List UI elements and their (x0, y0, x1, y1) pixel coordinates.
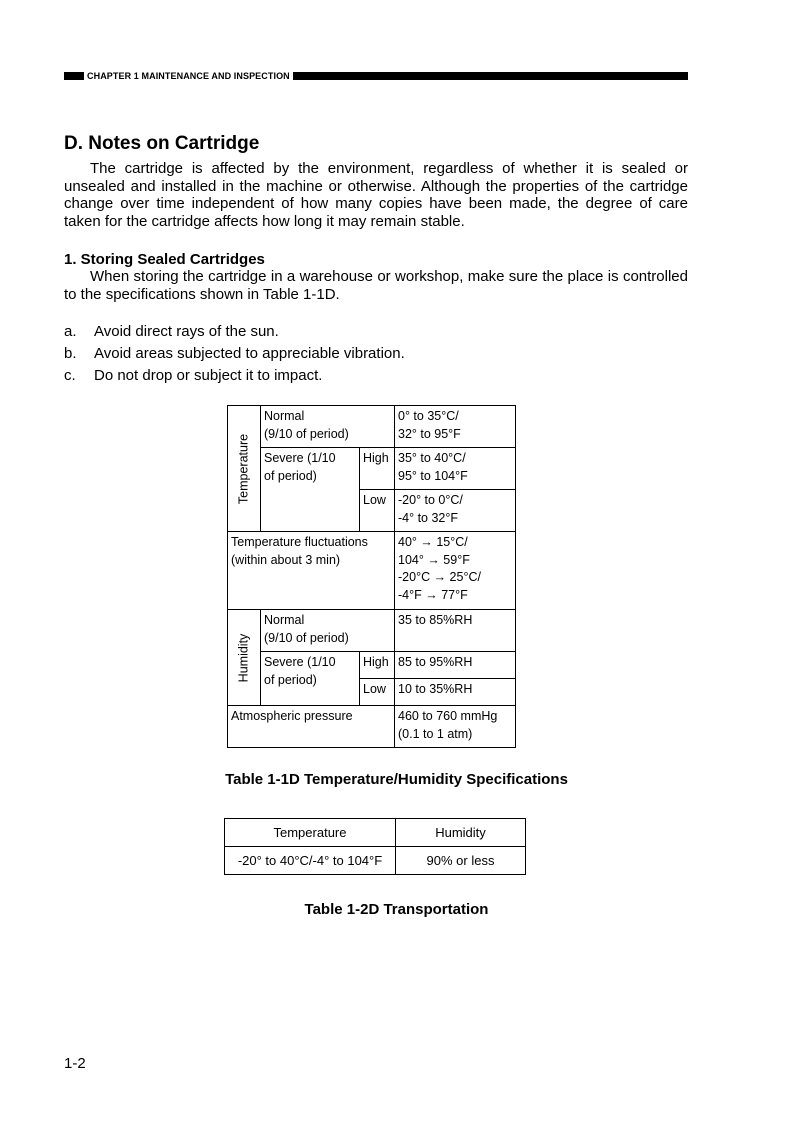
atm-value-line2: (0.1 to 1 atm) (398, 726, 473, 741)
hum-high-label: High (360, 652, 395, 679)
temp-high-value (395, 448, 516, 490)
precaution-list (64, 322, 405, 388)
table2-caption: Table 1-2D Transportation (304, 901, 489, 918)
hum-high-value: 85 to 95%RH (395, 652, 516, 679)
spec-table (227, 405, 516, 748)
temperature-group (228, 406, 261, 532)
transport-value-temperature: -20° to 40°C/-4° to 104°F (225, 847, 396, 875)
fluctuation-value (395, 532, 516, 610)
transport-head-temperature: Temperature (225, 819, 396, 847)
hum-severe-line2: of period) (264, 672, 317, 687)
section-intro: The cartridge is affected by the environment, regardless of whether it is sealed or unsealed and installed in the machine or otherwise. Although the properties of the cartridge change over time independent of how many copies have been made, the degree of care taken for the cartridge affects how long it may remain stable. (64, 160, 688, 230)
chapter-title: CHAPTER 1 MAINTENANCE AND INSPECTION (87, 71, 290, 81)
list-marker: a. (64, 323, 77, 340)
fluctuation-line1: Temperature fluctuations (231, 535, 368, 549)
fluctuation-value-line4: -4°F → 77°F (398, 587, 468, 602)
humidity-group (228, 610, 261, 706)
subsection-title: 1. Storing Sealed Cartridges (64, 251, 265, 268)
temp-normal-value (395, 406, 516, 448)
temp-severe-cell (261, 448, 360, 532)
temp-normal-value-line2: 32° to 95°F (398, 426, 461, 441)
temp-high-value-line1: 35° to 40°C/ (398, 451, 466, 465)
temp-low-value-line1: -20° to 0°C/ (398, 493, 463, 507)
temp-normal-cell (261, 406, 395, 448)
fluctuation-cell (228, 532, 395, 610)
subsection-text: When storing the cartridge in a warehouse or workshop, make sure the place is controlled to the specifications shown in Table 1-1D. (64, 268, 688, 303)
temp-normal-value-line1: 0° to 35°C/ (398, 409, 459, 423)
humidity-label: Humidity (236, 633, 251, 682)
transport-table (224, 818, 526, 875)
list-item (64, 344, 405, 366)
list-item (64, 366, 405, 388)
hum-normal-value: 35 to 85%RH (395, 610, 516, 652)
list-text: Avoid areas subjected to appreciable vibration. (94, 345, 405, 362)
hum-severe-cell (261, 652, 360, 706)
fluctuation-value-line3: -20°C → 25°C/ (398, 570, 481, 584)
temp-normal-line2: (9/10 of period) (264, 426, 349, 441)
hum-severe-line1: Severe (1/10 (264, 655, 336, 669)
temp-severe-line2: of period) (264, 468, 317, 483)
atm-cell: Atmospheric pressure (228, 706, 395, 748)
list-item (64, 322, 405, 344)
chapter-header (64, 70, 688, 82)
fluctuation-line2: (within about 3 min) (231, 552, 341, 567)
hum-normal-line2: (9/10 of period) (264, 630, 349, 645)
hum-low-label: Low (360, 679, 395, 706)
list-marker: b. (64, 345, 77, 362)
hum-low-value: 10 to 35%RH (395, 679, 516, 706)
temperature-label: Temperature (236, 433, 251, 504)
temp-low-value (395, 490, 516, 532)
temp-low-value-line2: -4° to 32°F (398, 510, 459, 525)
atm-value (395, 706, 516, 748)
hum-normal-cell (261, 610, 395, 652)
header-bar-right (293, 72, 688, 80)
fluctuation-value-line2: 104° → 59°F (398, 552, 470, 567)
page-number: 1-2 (64, 1055, 86, 1072)
list-marker: c. (64, 367, 76, 384)
atm-value-line1: 460 to 760 mmHg (398, 709, 498, 723)
hum-normal-line1: Normal (264, 613, 305, 627)
section-title: D. Notes on Cartridge (64, 133, 260, 154)
transport-value-humidity: 90% or less (396, 847, 526, 875)
list-text: Do not drop or subject it to impact. (94, 367, 323, 384)
temp-high-value-line2: 95° to 104°F (398, 468, 468, 483)
temp-normal-line1: Normal (264, 409, 305, 423)
temp-high-label: High (360, 448, 395, 490)
fluctuation-value-line1: 40° → 15°C/ (398, 535, 468, 549)
transport-head-humidity: Humidity (396, 819, 526, 847)
temp-severe-line1: Severe (1/10 (264, 451, 336, 465)
table1-caption: Table 1-1D Temperature/Humidity Specifications (225, 771, 568, 788)
list-text: Avoid direct rays of the sun. (94, 323, 279, 340)
temp-low-label: Low (360, 490, 395, 532)
header-bar-left (64, 72, 84, 80)
